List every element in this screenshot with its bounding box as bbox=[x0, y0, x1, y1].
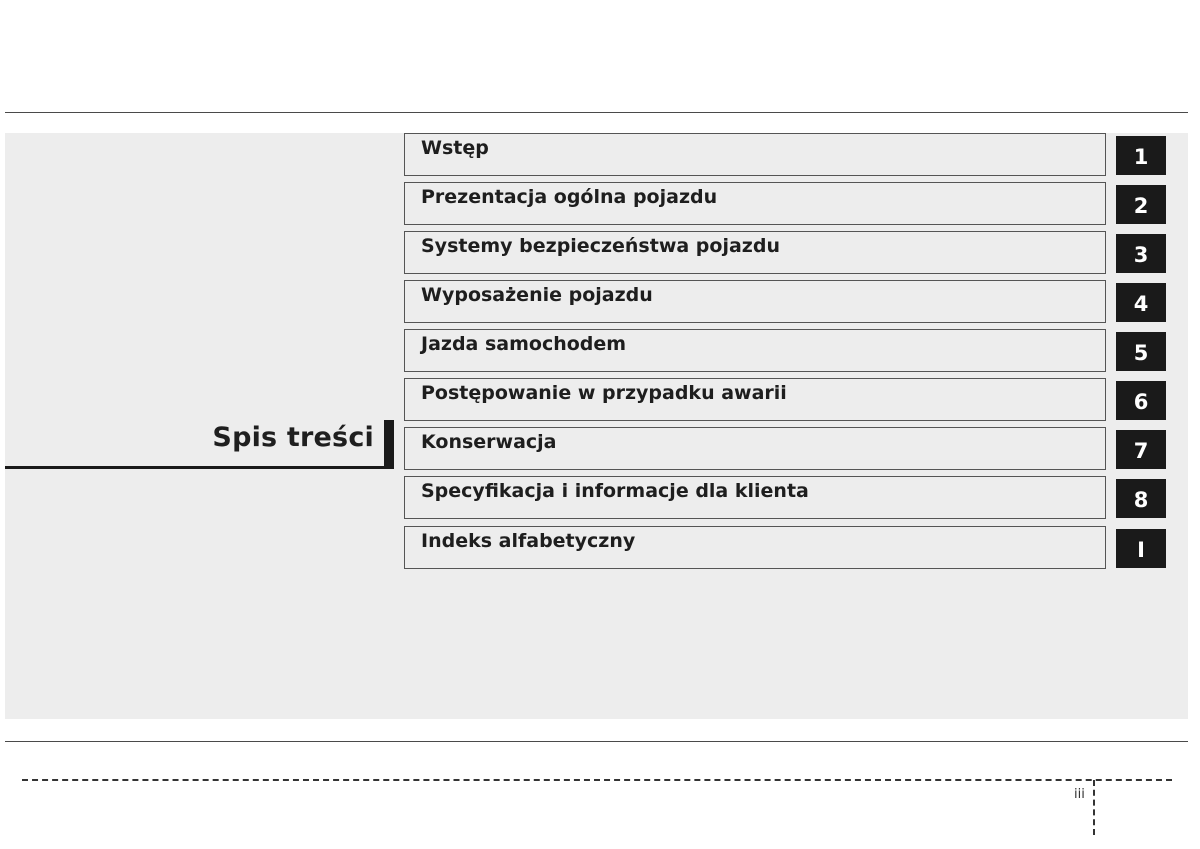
toc-entry-7[interactable] bbox=[404, 427, 1188, 470]
toc-entry-8[interactable] bbox=[404, 476, 1188, 519]
page-number: iii bbox=[1074, 787, 1085, 802]
chapter-number-tab[interactable]: 2 bbox=[1116, 185, 1166, 224]
toc-entry-label: Wstęp bbox=[421, 137, 489, 159]
toc-entry-label: Systemy bezpieczeństwa pojazdu bbox=[421, 235, 780, 257]
toc-entry-box bbox=[404, 231, 1106, 274]
section-title-block bbox=[5, 420, 394, 469]
toc-entry-5[interactable] bbox=[404, 329, 1188, 372]
top-divider bbox=[5, 112, 1188, 113]
toc-entry-box bbox=[404, 280, 1106, 323]
chapter-number-tab[interactable]: I bbox=[1116, 529, 1166, 568]
toc-entry-label: Jazda samochodem bbox=[421, 333, 627, 355]
toc-entry-label: Indeks alfabetyczny bbox=[421, 530, 636, 552]
page-title: Spis treści bbox=[212, 422, 374, 453]
toc-entry-label: Wyposażenie pojazdu bbox=[421, 284, 653, 306]
cut-line-horizontal bbox=[22, 779, 1172, 781]
toc-entry-1[interactable] bbox=[404, 133, 1188, 176]
toc-entry-box bbox=[404, 476, 1106, 519]
bottom-divider bbox=[5, 741, 1188, 742]
toc-entry-box bbox=[404, 427, 1106, 470]
chapter-number-tab[interactable]: 4 bbox=[1116, 283, 1166, 322]
toc-entry-label: Postępowanie w przypadku awarii bbox=[421, 382, 787, 404]
title-underline bbox=[5, 466, 394, 469]
toc-entry-4[interactable] bbox=[404, 280, 1188, 323]
toc-entry-label: Konserwacja bbox=[421, 431, 557, 453]
toc-entry-box bbox=[404, 526, 1106, 569]
chapter-number-tab[interactable]: 6 bbox=[1116, 381, 1166, 420]
toc-entry-box bbox=[404, 133, 1106, 176]
toc-entry-box bbox=[404, 182, 1106, 225]
toc-entry-3[interactable] bbox=[404, 231, 1188, 274]
toc-entry-box bbox=[404, 378, 1106, 421]
chapter-number-tab[interactable]: 1 bbox=[1116, 136, 1166, 175]
toc-entry-label: Prezentacja ogólna pojazdu bbox=[421, 186, 718, 208]
cut-line-vertical bbox=[1093, 780, 1095, 835]
chapter-number-tab[interactable]: 3 bbox=[1116, 234, 1166, 273]
toc-entry-2[interactable] bbox=[404, 182, 1188, 225]
toc-entry-6[interactable] bbox=[404, 378, 1188, 421]
chapter-number-tab[interactable]: 7 bbox=[1116, 430, 1166, 469]
toc-entry-label: Specyfikacja i informacje dla klienta bbox=[421, 480, 809, 502]
toc-entry-index[interactable] bbox=[404, 526, 1188, 569]
chapter-number-tab[interactable]: 8 bbox=[1116, 479, 1166, 518]
title-marker-bar bbox=[384, 420, 394, 468]
toc-entry-box bbox=[404, 329, 1106, 372]
chapter-number-tab[interactable]: 5 bbox=[1116, 332, 1166, 371]
